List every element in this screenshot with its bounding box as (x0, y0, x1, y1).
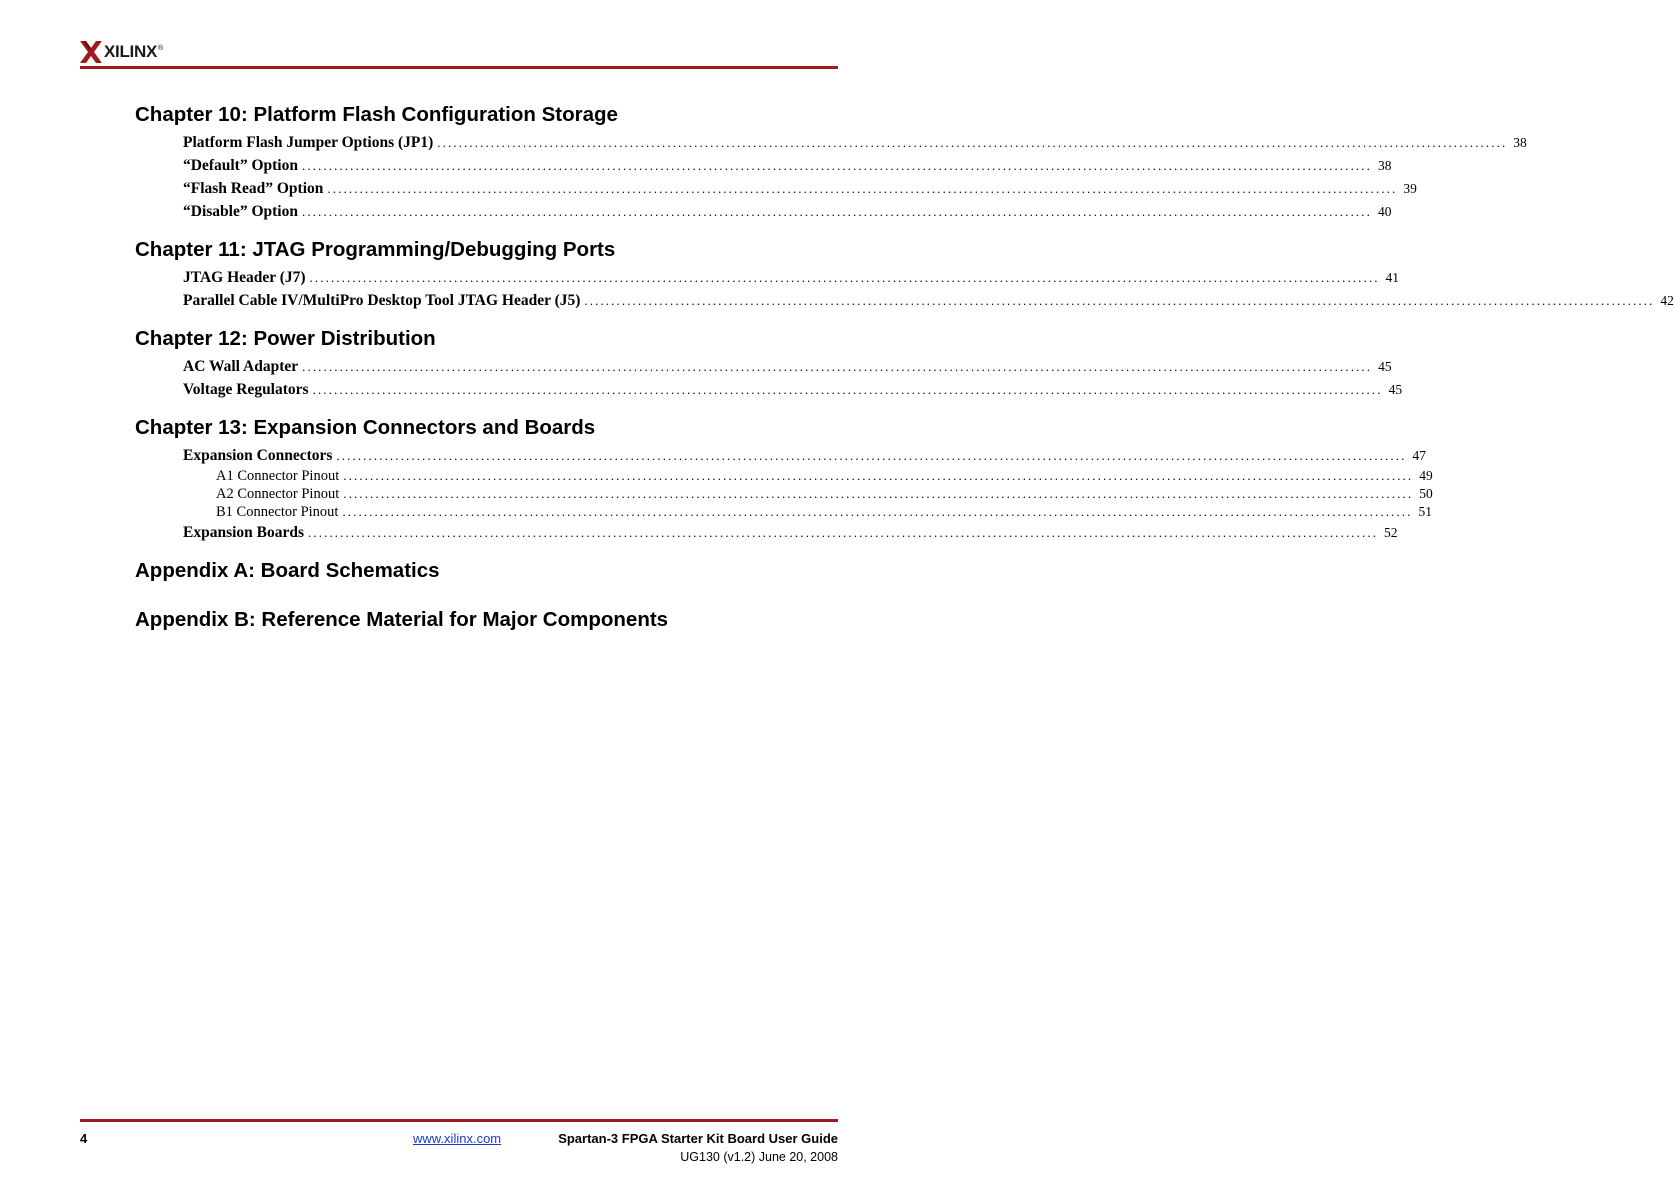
table-of-contents (135, 101, 1674, 655)
toc-entry-label: A2 Connector Pinout (216, 486, 340, 502)
chapter-title[interactable]: Chapter 11: JTAG Programming/Debugging Ports (135, 238, 616, 261)
toc-entry-list (135, 266, 1674, 312)
dot-leader: ........................................................................................................................................................................................................ (342, 504, 1413, 519)
toc-entry-label: “Disable” Option (183, 203, 298, 220)
toc-entry[interactable] (135, 355, 1392, 378)
footer-rule (80, 1119, 838, 1122)
chapter-title[interactable]: Appendix A: Board Schematics (135, 559, 440, 582)
toc-entry-page: 40 (1377, 204, 1392, 219)
toc-entry-label: A1 Connector Pinout (216, 468, 340, 484)
toc-entry-label: Parallel Cable IV/MultiPro Desktop Tool JTAG Header (J5) (183, 292, 581, 309)
toc-entry-page: 38 (1377, 158, 1392, 173)
toc-entry-page: 51 (1418, 504, 1432, 519)
dot-leader: ........................................................................................................................................................................................................ (336, 448, 1407, 463)
chapter-title[interactable]: Chapter 13: Expansion Connectors and Boards (135, 416, 596, 439)
xilinx-x-icon (80, 41, 102, 63)
chapter-title[interactable]: Chapter 12: Power Distribution (135, 327, 436, 350)
toc-entry-page: 52 (1384, 525, 1398, 540)
toc-entry[interactable] (135, 200, 1392, 223)
dot-leader: ........................................................................................................................................................................................................ (301, 204, 1372, 219)
toc-entry-page: 42 (1660, 293, 1674, 308)
dot-leader: ........................................................................................................................................................................................................ (437, 135, 1508, 150)
toc-entry-page: 45 (1388, 382, 1403, 397)
toc-entry-page: 47 (1412, 448, 1426, 463)
toc-entry-list (135, 444, 1433, 544)
dot-leader: ........................................................................................................................................................................................................ (343, 486, 1414, 501)
toc-entry-label: JTAG Header (J7) (183, 269, 306, 286)
toc-chapter (135, 101, 1527, 223)
toc-entry-label: “Default” Option (183, 157, 298, 174)
chapter-title[interactable]: Appendix B: Reference Material for Major Components (135, 608, 669, 631)
dot-leader: ........................................................................................................................................................................................................ (308, 525, 1379, 540)
website-link[interactable]: www.xilinx.com (413, 1131, 502, 1146)
toc-chapter (135, 236, 1674, 312)
toc-entry[interactable] (135, 177, 1417, 200)
chapter-title[interactable]: Chapter 10: Platform Flash Configuration Storage (135, 103, 618, 126)
dot-leader: ........................................................................................................................................................................................................ (312, 382, 1383, 397)
toc-entry-label: Expansion Connectors (183, 447, 333, 464)
toc-entry-page: 39 (1403, 181, 1417, 196)
toc-entry[interactable] (135, 378, 1403, 401)
toc-entry[interactable] (135, 154, 1392, 177)
toc-entry-label: AC Wall Adapter (183, 358, 299, 375)
toc-entry-page: 50 (1419, 486, 1433, 501)
toc-entry-label: B1 Connector Pinout (216, 504, 339, 520)
dot-leader: ........................................................................................................................................................................................................ (302, 359, 1373, 374)
toc-chapter (135, 414, 1433, 544)
toc-entry-label: Voltage Regulators (183, 381, 309, 398)
toc-entry-page: 41 (1385, 270, 1400, 285)
guide-title: Spartan-3 FPGA Starter Kit Board User Guide (558, 1131, 838, 1146)
xilinx-logo (80, 38, 163, 66)
toc-entry[interactable] (135, 444, 1426, 467)
toc-appendix (135, 606, 783, 634)
header-rule (80, 66, 838, 69)
toc-entry[interactable] (135, 289, 1674, 312)
toc-entry-label: Expansion Boards (183, 524, 305, 541)
toc-entry-page: 38 (1513, 135, 1527, 150)
toc-subentry[interactable] (135, 503, 1432, 521)
document-id: UG130 (v1.2) June 20, 2008 (680, 1150, 838, 1164)
page-number: 4 (80, 1131, 88, 1146)
toc-appendix (135, 557, 783, 585)
dot-leader: ........................................................................................................................................................................................................ (327, 181, 1398, 196)
toc-entry-page: 49 (1419, 468, 1433, 483)
logo-text: XILINX (104, 42, 157, 61)
toc-entry-label: Platform Flash Jumper Options (JP1) (183, 134, 434, 151)
toc-entry[interactable] (135, 521, 1398, 544)
dot-leader: ........................................................................................................................................................................................................ (301, 158, 1372, 173)
dot-leader: ........................................................................................................................................................................................................ (584, 293, 1655, 308)
toc-chapter (135, 325, 1403, 401)
toc-subentry[interactable] (135, 485, 1433, 503)
toc-entry-page: 45 (1378, 359, 1392, 374)
toc-entry[interactable] (135, 266, 1400, 289)
dot-leader: ........................................................................................................................................................................................................ (309, 270, 1380, 285)
dot-leader: ........................................................................................................................................................................................................ (343, 468, 1414, 483)
toc-entry-label: “Flash Read” Option (183, 180, 324, 197)
toc-entry-list (135, 355, 1403, 401)
toc-entry-list (135, 131, 1527, 223)
toc-entry[interactable] (135, 131, 1527, 154)
registered-mark: ® (158, 44, 164, 52)
toc-subentry[interactable] (135, 467, 1433, 485)
